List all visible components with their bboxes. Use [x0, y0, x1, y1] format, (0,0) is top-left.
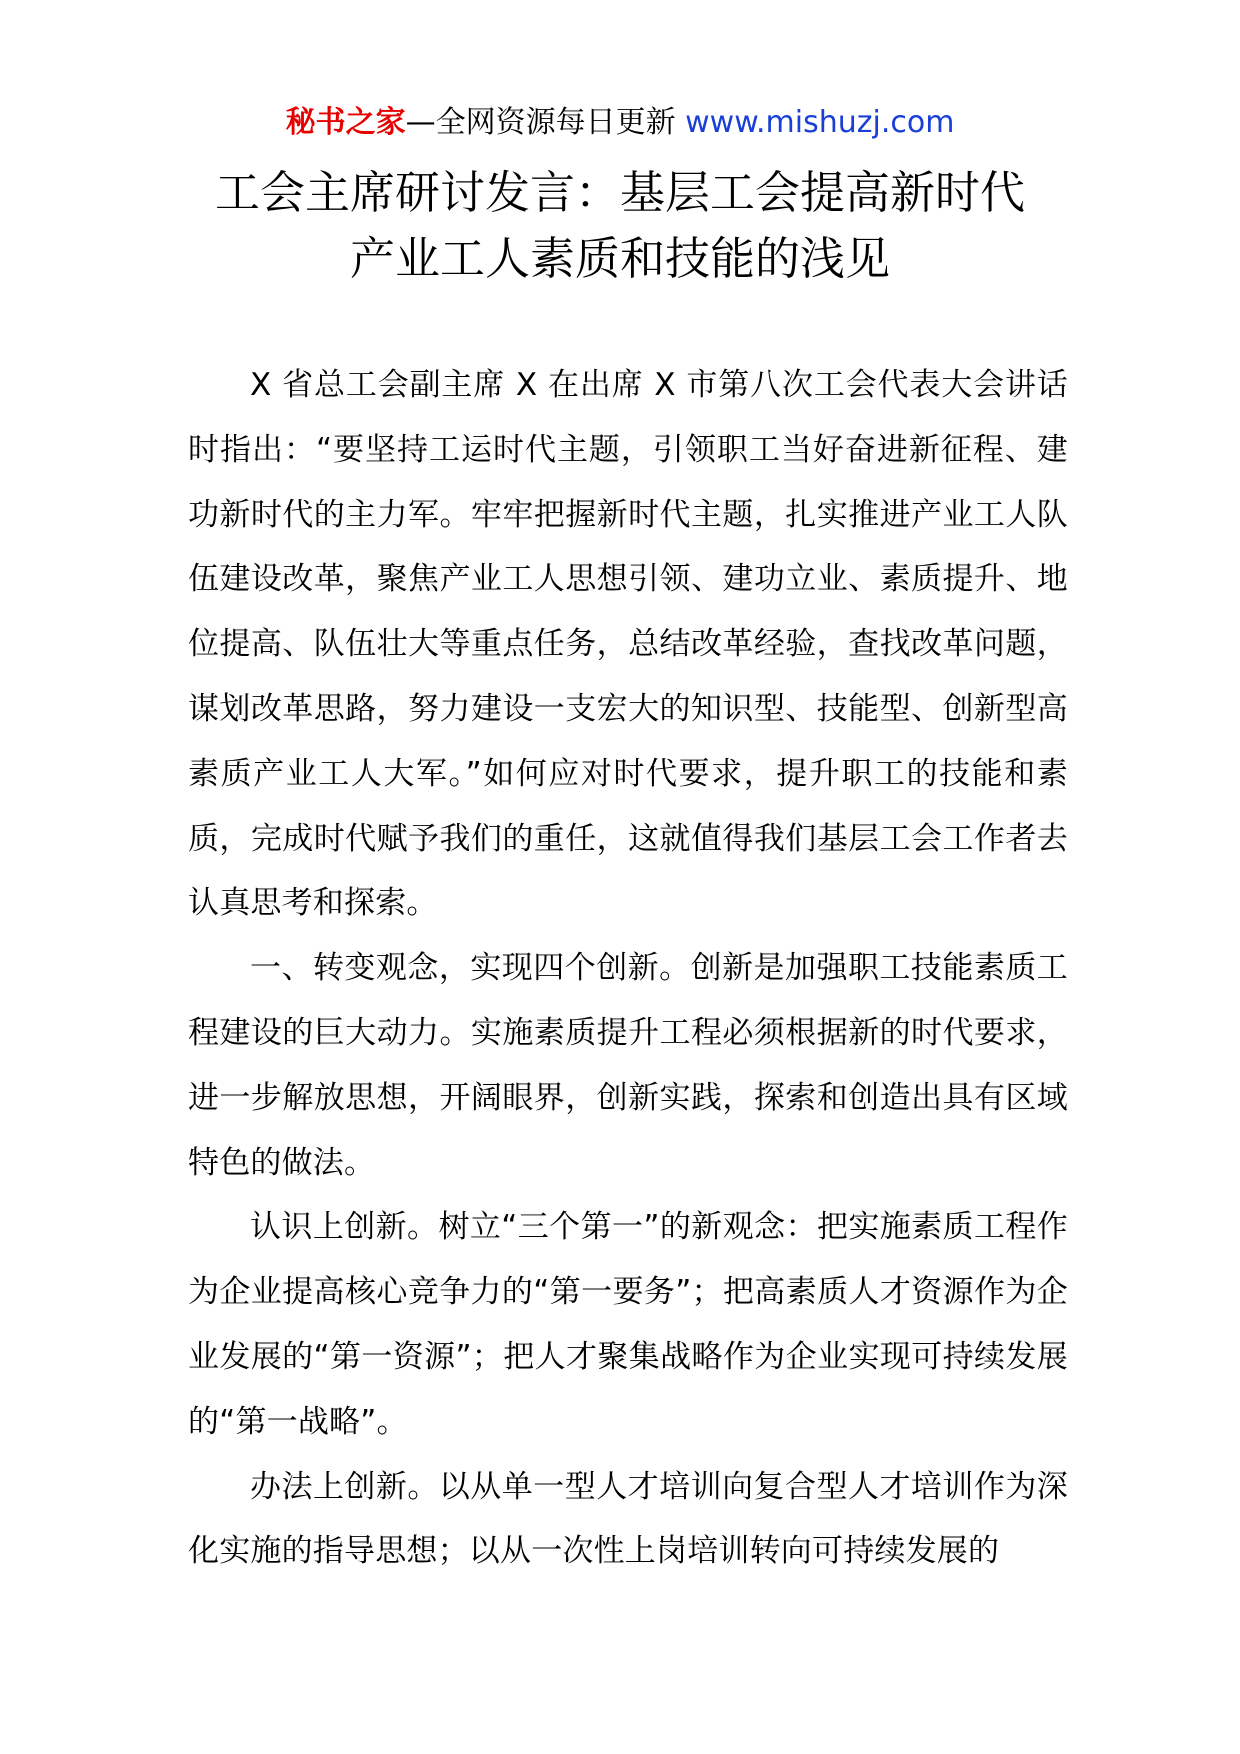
- document-body: [188, 353, 1068, 1584]
- title-line-1: 工会主席研讨发言：基层工会提高新时代: [214, 166, 1025, 219]
- document-title: [0, 160, 1240, 292]
- paragraph-intro: X 省总工会副主席 X 在出席 X 市第八次工会代表大会讲话时指出：“要坚持工运时代主题，引领职工当好奋进新征程、建功新时代的主力军。牢牢把握新时代主题，扎实推进产业工人队伍建设改革，聚焦产业工人思想引领、建功立业、素质提升、地位提高、队伍壮大等重点任务，总结改革经验，查找改革问题，谋划改革思路，努力建设一支宏大的知识型、技能型、创新型高素质产业工人大军。”如何应对时代要求，提升职工的技能和素质，完成时代赋予我们的重任，这就值得我们基层工会工作者去认真思考和探索。: [188, 367, 1068, 922]
- paragraph-method-innovation: 办法上创新。以从单一型人才培训向复合型人才培训作为深化实施的指导思想；以从一次性上岗培训转向可持续发展的: [188, 1468, 1068, 1570]
- site-url-link[interactable]: www.mishuzj.com: [685, 105, 955, 140]
- site-header: [0, 103, 1240, 143]
- site-tagline: —全网资源每日更新: [405, 105, 686, 140]
- paragraph-section-one: 一、转变观念，实现四个创新。创新是加强职工技能素质工程建设的巨大动力。实施素质提升工程必须根据新的时代要求，进一步解放思想，开阔眼界，创新实践，探索和创造出具有区域特色的做法。: [188, 950, 1068, 1181]
- title-line-2: 产业工人素质和技能的浅见: [349, 232, 890, 285]
- brand-name: 秘书之家: [285, 105, 406, 140]
- paragraph-cognition-innovation: 认识上创新。树立“三个第一”的新观念：把实施素质工程作为企业提高核心竞争力的“第一要务”；把高素质人才资源作为企业发展的“第一资源”；把人才聚集战略作为企业实现可持续发展的“第一战略”。: [188, 1209, 1068, 1440]
